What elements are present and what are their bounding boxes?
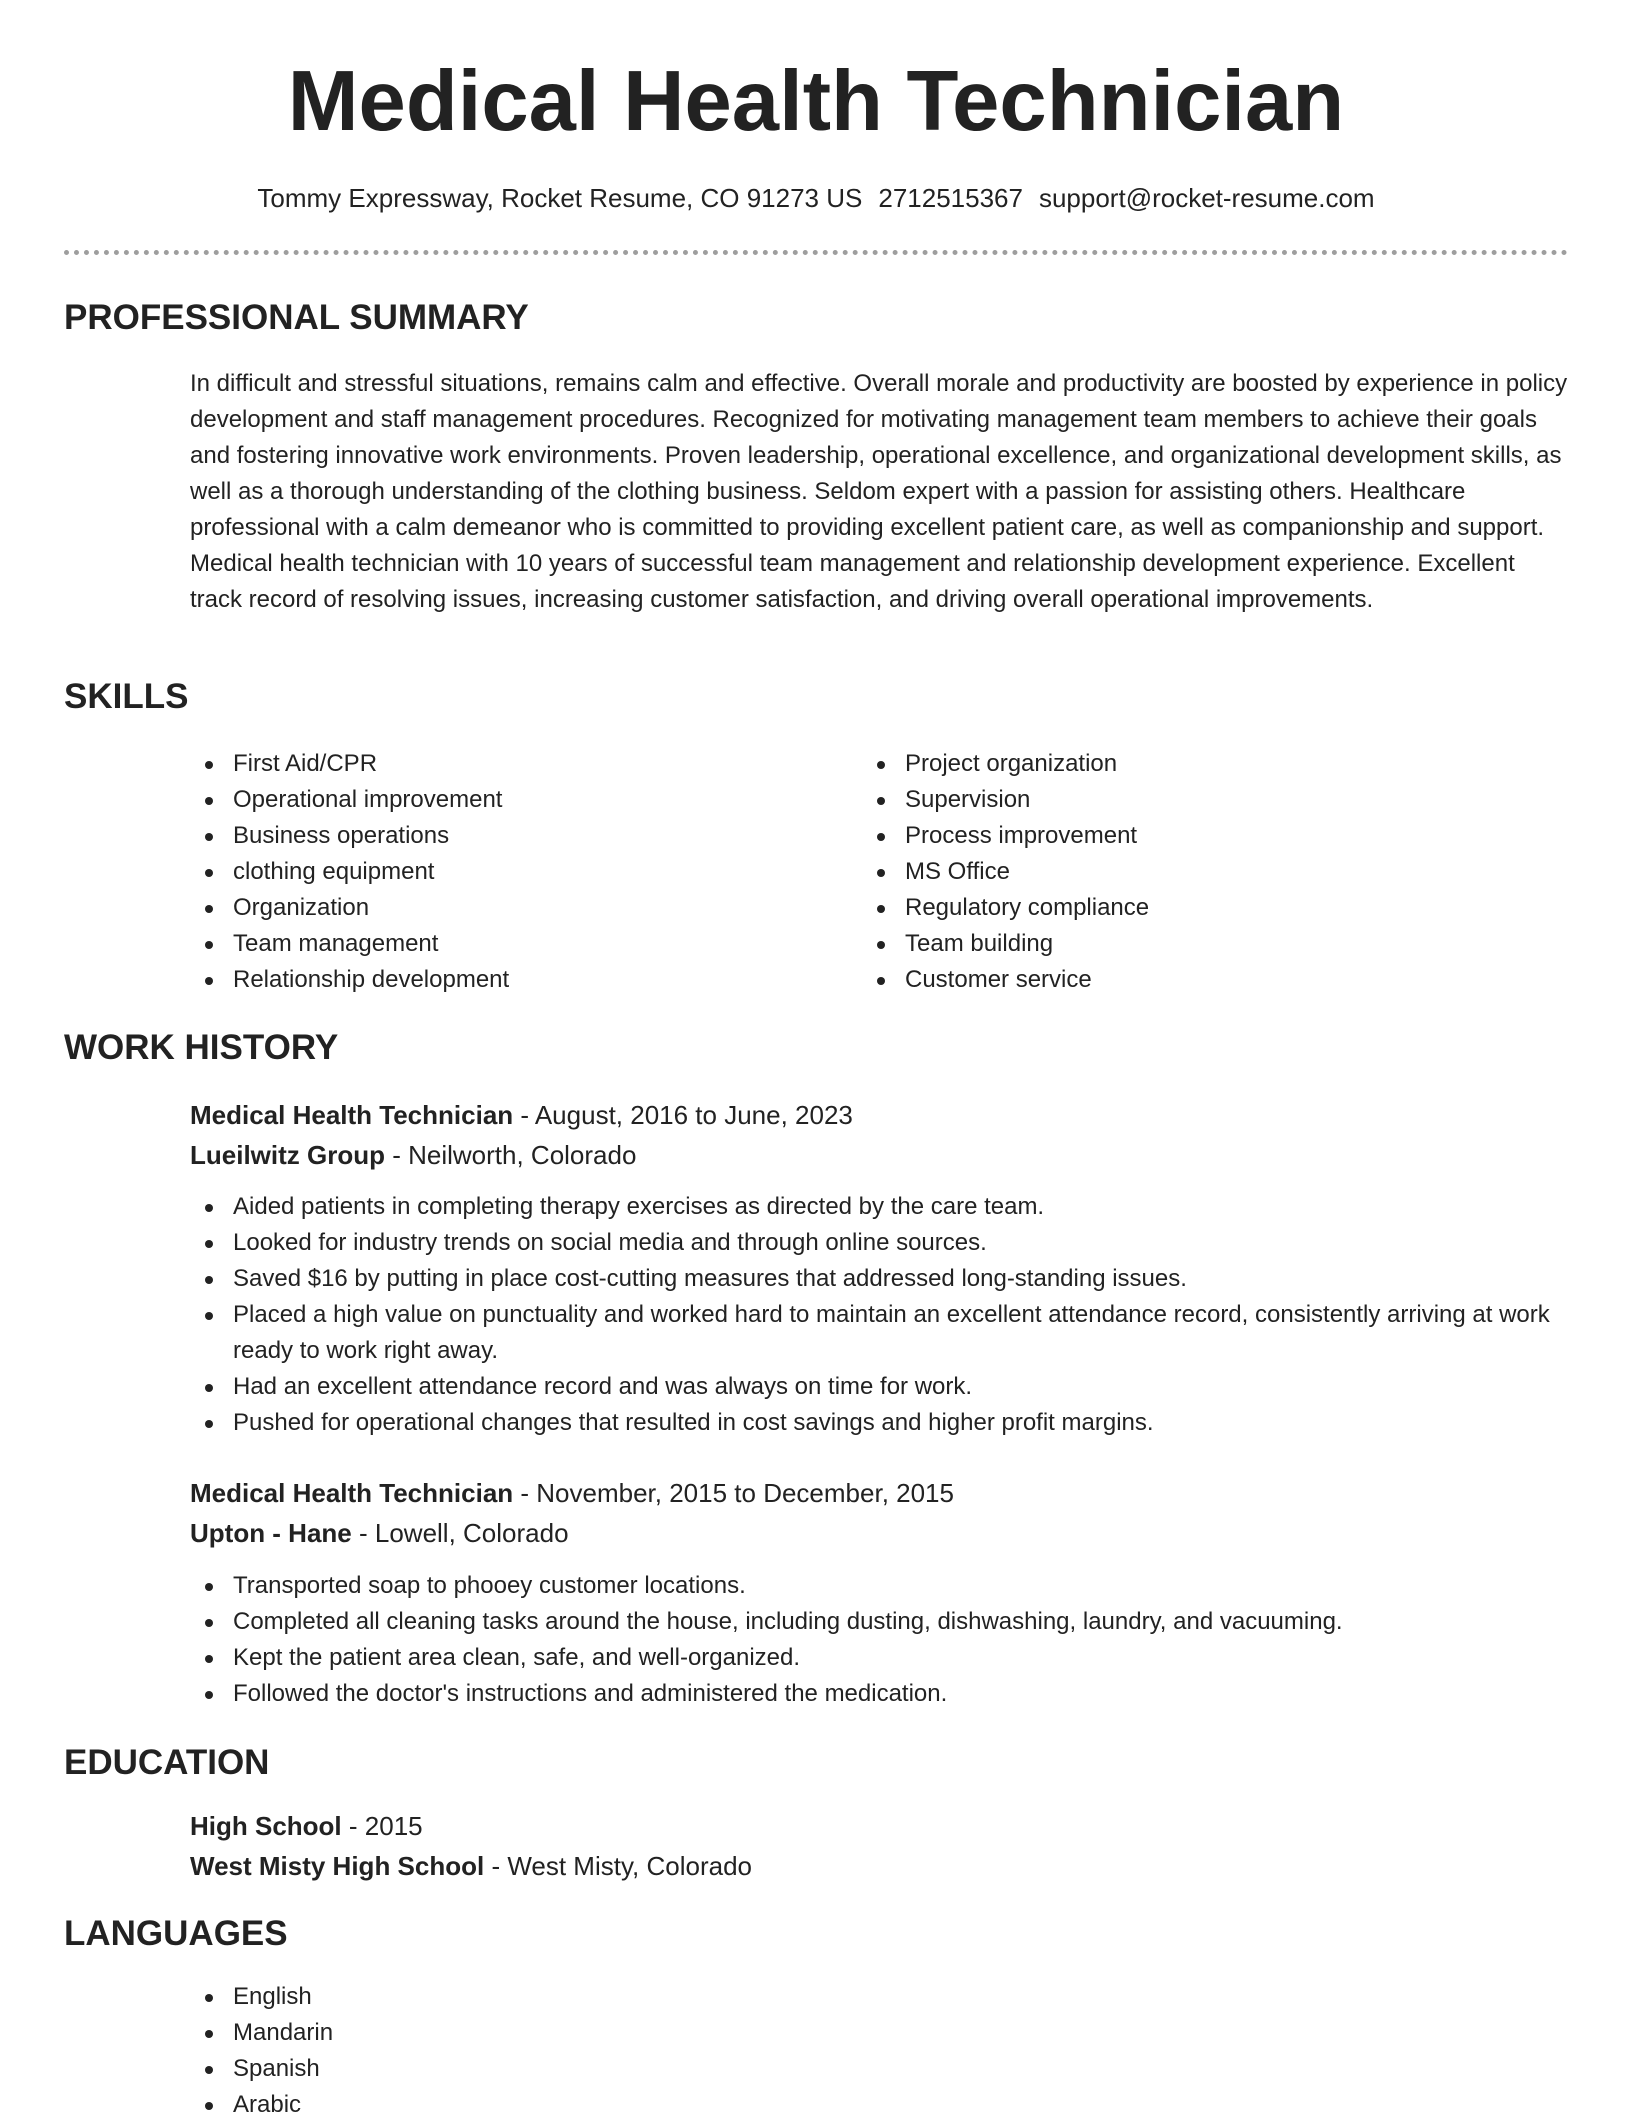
skills-list-left [190, 746, 830, 998]
job-company-line [190, 1137, 636, 1173]
skill-item: Customer service [862, 962, 1502, 998]
skill-item: clothing equipment [190, 854, 830, 890]
job-duty: Aided patients in completing therapy exercises as directed by the care team. [190, 1189, 1568, 1225]
skill-item: Relationship development [190, 962, 830, 998]
skills-list-right [862, 746, 1502, 998]
education-heading: EDUCATION [64, 1743, 270, 1782]
job-duty: Had an excellent attendance record and was always on time for work. [190, 1369, 1568, 1405]
job-title-line [190, 1097, 853, 1133]
job-duties-list [190, 1189, 1568, 1441]
language-item: Spanish [190, 2051, 830, 2087]
education-degree-line [190, 1808, 423, 1844]
job-title-line [190, 1475, 954, 1511]
job-duties-list [190, 1568, 1568, 1712]
job-duty: Looked for industry trends on social media and through online sources. [190, 1225, 1568, 1261]
skill-item: Supervision [862, 782, 1502, 818]
job-duty: Saved $16 by putting in place cost-cutting measures that addressed long-standing issues. [190, 1261, 1568, 1297]
skill-item: Project organization [862, 746, 1502, 782]
education-school: West Misty High School [190, 1851, 485, 1881]
skills-heading: SKILLS [64, 677, 189, 716]
job-dates: - August, 2016 to June, 2023 [513, 1100, 853, 1130]
header-divider [64, 250, 1568, 255]
language-item: Mandarin [190, 2015, 830, 2051]
job-company-line [190, 1515, 569, 1551]
education-school-line [190, 1848, 752, 1884]
job-duty: Placed a high value on punctuality and worked hard to maintain an excellent attendance record, consistently arriving at work ready to work right away. [190, 1297, 1568, 1369]
job-company: Lueilwitz Group [190, 1140, 385, 1170]
skill-item: Team management [190, 926, 830, 962]
education-location: - West Misty, Colorado [484, 1851, 752, 1881]
skill-item: Regulatory compliance [862, 890, 1502, 926]
job-duty: Completed all cleaning tasks around the house, including dusting, dishwashing, laundry, and vacuuming. [190, 1604, 1568, 1640]
skill-item: Business operations [190, 818, 830, 854]
skill-item: Process improvement [862, 818, 1502, 854]
skill-item: Organization [190, 890, 830, 926]
education-degree: High School [190, 1811, 342, 1841]
candidate-name: Medical Health Technician [287, 54, 1345, 149]
language-item: Arabic [190, 2087, 830, 2123]
contact-email: support@rocket-resume.com [1038, 183, 1375, 213]
languages-heading: LANGUAGES [64, 1914, 288, 1953]
job-location: - Lowell, Colorado [351, 1518, 569, 1548]
job-duty: Followed the doctor's instructions and administered the medication. [190, 1676, 1568, 1712]
summary-heading: PROFESSIONAL SUMMARY [64, 298, 529, 337]
language-item: English [190, 1979, 830, 2015]
skill-item: Team building [862, 926, 1502, 962]
contact-line [0, 180, 1632, 216]
summary-text: In difficult and stressful situations, remains calm and effective. Overall morale and productivity are boosted by experience in policy development and staff management procedures. Recognized for motivating management team members to achieve their goals and fostering innovative work environments. Proven leadership, operational excellence, and organizational development skills, as well as a thorough understanding of the clothing business. Seldom expert with a passion for assisting others. Healthcare professional with a calm demeanor who is committed to providing excellent patient care, as well as companionship and support. Medical health technician with 10 years of successful team management and relationship development experience. Excellent track record of resolving issues, increasing customer satisfaction, and driving overall operational improvements. [190, 370, 1568, 613]
job-duty: Transported soap to phooey customer locations. [190, 1568, 1568, 1604]
skill-item: First Aid/CPR [190, 746, 830, 782]
job-role: Medical Health Technician [190, 1100, 514, 1130]
education-year: - 2015 [341, 1811, 423, 1841]
job-dates: - November, 2015 to December, 2015 [513, 1478, 954, 1508]
contact-address: Tommy Expressway, Rocket Resume, CO 91273 US [257, 183, 863, 213]
job-location: - Neilworth, Colorado [385, 1140, 637, 1170]
job-duty: Kept the patient area clean, safe, and well-organized. [190, 1640, 1568, 1676]
skill-item: MS Office [862, 854, 1502, 890]
skill-item: Operational improvement [190, 782, 830, 818]
job-duty: Pushed for operational changes that resulted in cost savings and higher profit margins. [190, 1405, 1568, 1441]
contact-phone: 2712515367 [878, 183, 1023, 213]
languages-list [190, 1979, 830, 2123]
job-role: Medical Health Technician [190, 1478, 514, 1508]
job-company: Upton - Hane [190, 1518, 352, 1548]
work-history-heading: WORK HISTORY [64, 1028, 339, 1067]
